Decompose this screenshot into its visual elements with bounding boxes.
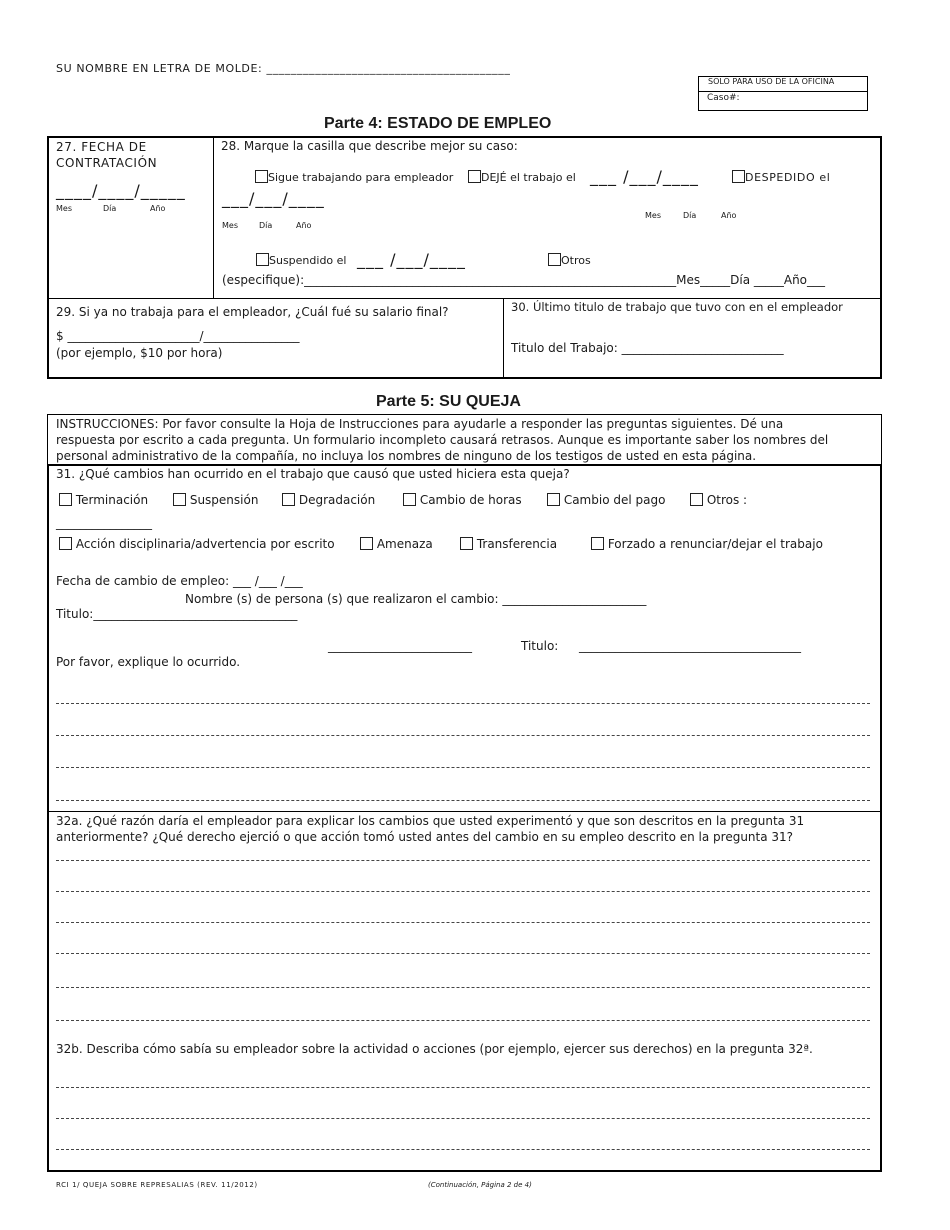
checkbox-forced-resign[interactable] [591,537,604,550]
checkbox-hours-change[interactable] [403,493,416,506]
case-number-label: Caso#: [707,93,740,103]
q31-title1-field[interactable]: Titulo:__________________________________ [56,607,298,621]
office-use-label: SOLO PARA USO DE LA OFICINA [699,77,867,92]
footer-form-id: RCI 1/ QUEJA SOBRE REPRESALIAS (REV. 11/2012) [56,1181,258,1189]
checkbox-left[interactable] [468,170,481,183]
q28-suspended-date-field[interactable]: ___ /___/____ [357,250,466,269]
q30-label: 30. Último titulo de trabajo que tuvo con en el empleador [511,300,843,314]
q31-answer-line[interactable] [56,735,870,736]
name-label: SU NOMBRE EN LETRA DE MOLDE: [56,62,263,75]
q32b-label: 32b. Describa cómo sabía su empleador sobre la actividad o acciones (por ejemplo, ejercer sus derechos) en la pregunta 32ª. [56,1042,813,1056]
q27-label: 27. FECHA DE CONTRATACIÓN [56,140,158,170]
q31-others-field[interactable]: ________________ [56,516,152,530]
q32b-answer-line[interactable] [56,1118,870,1119]
q31-opt-pay-change[interactable]: Cambio del pago [547,493,665,507]
q30-job-title-field[interactable]: Titulo del Trabajo: ___________________________ [511,341,784,355]
name-field[interactable]: ________________________________________ [266,62,511,75]
q31-answer-line[interactable] [56,800,870,801]
part4-title: Parte 4: ESTADO DE EMPLEO [324,115,552,132]
q31-title2-label: Titulo: [521,639,559,653]
q28-option-left[interactable]: DEJÉ el trabajo el [468,170,576,184]
q31-opt-demotion[interactable]: Degradación [282,493,375,507]
q29-salary-field[interactable]: $ ______________________/________________ [56,329,300,343]
q32a-answer-line[interactable] [56,922,870,923]
q31-name2-field[interactable]: ________________________ [328,639,472,653]
q28-ano-left: Año [296,221,312,230]
q31-opt-suspension[interactable]: Suspensión [173,493,258,507]
q27-ano: Año [150,204,166,213]
q28-label: 28. Marque la casilla que describe mejor su caso: [221,139,518,153]
checkbox-other[interactable] [548,253,561,266]
part5-title: Parte 5: SU QUEJA [376,393,521,410]
checkbox-working[interactable] [255,170,268,183]
q28-left-date-field[interactable]: ___ /___/____ [590,167,699,186]
q32a-answer-line[interactable] [56,953,870,954]
q31-label: 31. ¿Qué cambios han ocurrido en el trabajo que causó que usted hiciera esta queja? [56,467,570,481]
q31-answer-line[interactable] [56,767,870,768]
q32b-answer-line[interactable] [56,1087,870,1088]
q28-ano-right: Año [721,211,737,220]
checkbox-termination[interactable] [59,493,72,506]
q32a-answer-line[interactable] [56,1020,870,1021]
q28-option-fired[interactable]: DESPEDIDO el [732,170,830,184]
q32a-answer-line[interactable] [56,891,870,892]
q32b-answer-line[interactable] [56,1149,870,1150]
q28-dia-right: Día [683,211,697,220]
checkbox-demotion[interactable] [282,493,295,506]
checkbox-disciplinary[interactable] [59,537,72,550]
checkbox-suspended[interactable] [256,253,269,266]
q28-specify-field[interactable]: (especifique):______________________________________________________________Mes_____Día _____Año___ [222,273,826,287]
q29-example: (por ejemplo, $10 por hora) [56,346,223,360]
checkbox-threat[interactable] [360,537,373,550]
q32a-answer-line[interactable] [56,860,870,861]
q31-opt-disciplinary[interactable]: Acción disciplinaria/advertencia por escrito [59,537,335,551]
q29-label: 29. Si ya no trabaja para el empleador, ¿Cuál fué su salario final? [56,305,449,319]
instructions-text: INSTRUCCIONES: Por favor consulte la Hoja de Instrucciones para ayudarle a responder las preguntas siguientes. Dé una respuesta por escrito a cada pregunta. Un formulario incompleto causará retrasos. Aunque es importante saber los nombres del personal administrativo de la compañía, no incluya los nombres de ninguno de los testigos de usted en esta página. [56,417,829,463]
name-label-row [56,62,510,75]
footer-continuation: (Continuación, Página 2 de 4) [428,1181,532,1189]
q31-change-date-field[interactable]: Fecha de cambio de empleo: ___ /___ /___ [56,574,303,588]
q31-title2-field[interactable]: _____________________________________ [579,639,801,653]
q27-dia: Día [103,204,117,213]
q31-opt-forced-resign[interactable]: Forzado a renunciar/dejar el trabajo [591,537,823,551]
q31-opt-others[interactable]: Otros : [690,493,747,507]
q28-option-other[interactable]: Otros [548,253,591,267]
q31-opt-transfer[interactable]: Transferencia [460,537,557,551]
q31-opt-threat[interactable]: Amenaza [360,537,433,551]
q31-opt-termination[interactable]: Terminación [59,493,148,507]
q28-dia-left: Día [259,221,273,230]
q32a-label: 32a. ¿Qué razón daría el empleador para explicar los cambios que usted experimentó y que son descritos en la pregunta 31 anteriormente? ¿Qué derecho ejerció o que acción tomó usted antes del cambio en su empleo descrito en la pregunta 31? [56,814,805,844]
checkbox-pay-change[interactable] [547,493,560,506]
q31-names-field[interactable]: Nombre (s) de persona (s) que realizaron el cambio: ________________________ [185,592,647,606]
q28-fired-date-field[interactable]: ___/___/____ [222,189,325,208]
q31-explain-label: Por favor, explique lo ocurrido. [56,655,241,669]
q28-option-working[interactable]: Sigue trabajando para empleador [255,170,453,184]
q31-answer-line[interactable] [56,703,870,704]
checkbox-fired[interactable] [732,170,745,183]
office-use-box [698,76,868,111]
q28-mes-right: Mes [645,211,661,220]
q27-hire-date-field[interactable]: ____/____/_____ [56,181,186,200]
q32a-answer-line[interactable] [56,987,870,988]
q27-mes: Mes [56,204,72,213]
checkbox-others[interactable] [690,493,703,506]
checkbox-transfer[interactable] [460,537,473,550]
checkbox-suspension[interactable] [173,493,186,506]
q31-opt-hours-change[interactable]: Cambio de horas [403,493,522,507]
q28-mes-left: Mes [222,221,238,230]
q28-option-suspended[interactable]: Suspendido el [256,253,346,267]
